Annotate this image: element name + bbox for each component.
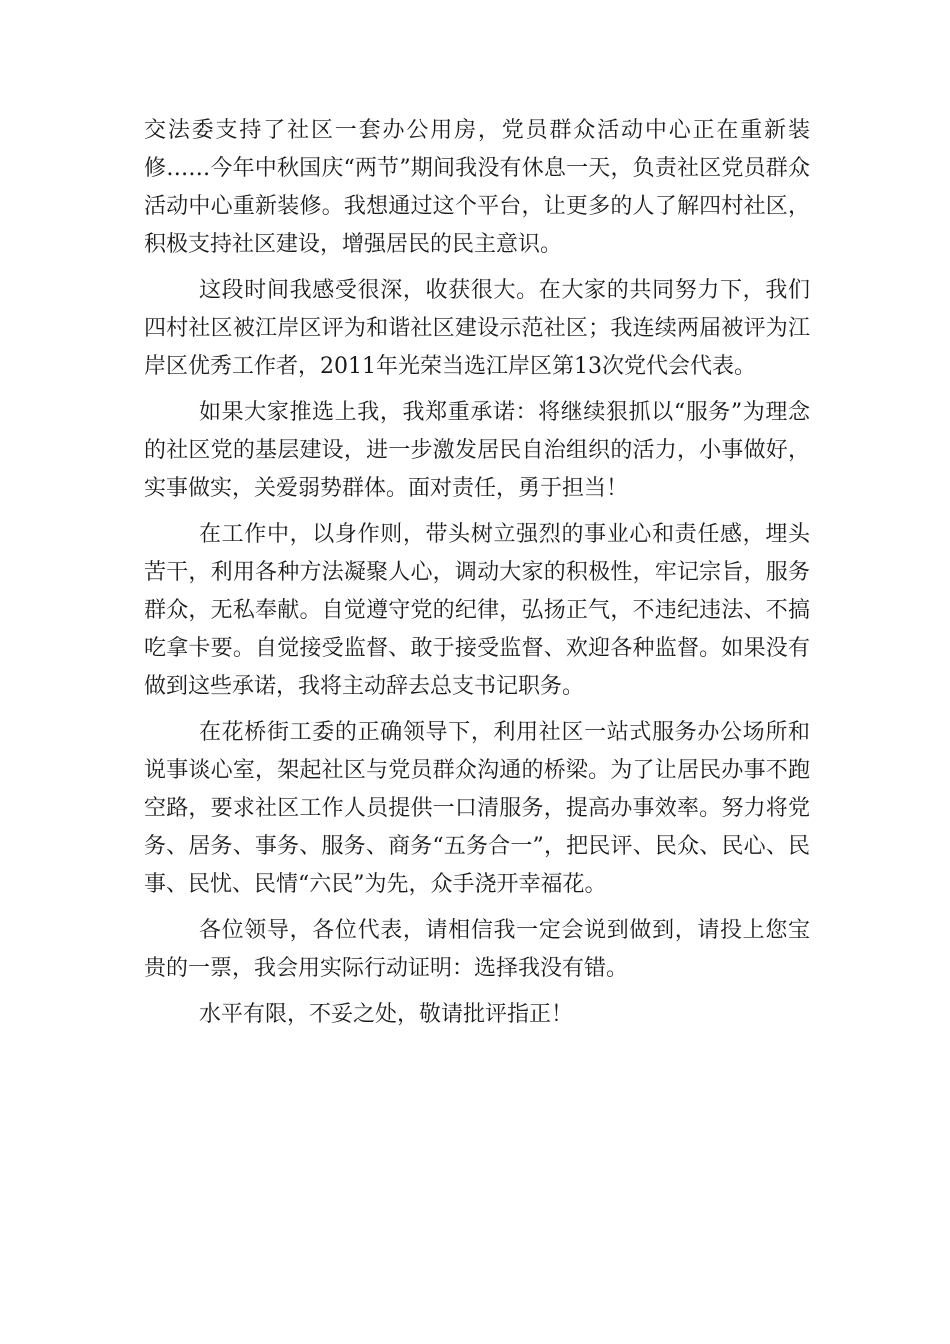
paragraph-4: 在工作中，以身作则，带头树立强烈的事业心和责任感，埋头苦干，利用各种方法凝聚人心，调动大家的积极性，牢记宗旨，服务群众，无私奉献。自觉遵守党的纪律，弘扬正气，不违纪违法、不搞吃拿卡要。自觉接受监督、敢于接受监督、欢迎各种监督。如果没有做到这些承诺，我将主动辞去总支书记职务。 — [144, 522, 810, 699]
paragraph-7: 水平有限，不妥之处，敬请批评指正！ — [199, 1002, 574, 1027]
paragraph-2: 这段时间我感受很深，收获很大。在大家的共同努力下，我们四村社区被江岸区评为和谐社区建设示范社区；我连续两届被评为江岸区优秀工作者，2011年光荣当选江岸区第13次党代会代表。 — [144, 278, 810, 379]
paragraph-5: 在花桥街工委的正确领导下，利用社区一站式服务办公场所和说事谈心室，架起社区与党员群众沟通的桥梁。为了让居民办事不跑空路，要求社区工作人员提供一口清服务，提高办事效率。努力将党务、居务、事务、服务、商务“五务合一”，把民评、民众、民心、民事、民忧、民情“六民”为先，众手浇开幸福花。 — [144, 720, 810, 897]
document-body — [144, 112, 810, 1042]
paragraph-6: 各位领导，各位代表，请相信我一定会说到做到，请投上您宝贵的一票，我会用实际行动证明：选择我没有错。 — [144, 918, 810, 981]
paragraph-1: 交法委支持了社区一套办公用房，党员群众活动中心正在重新装修……今年中秋国庆“两节”期间我没有休息一天，负责社区党员群众活动中心重新装修。我想通过这个平台，让更多的人了解四村社区，积极支持社区建设，增强居民的民主意识。 — [144, 118, 810, 257]
paragraph-3: 如果大家推选上我，我郑重承诺：将继续狠抓以“服务”为理念的社区党的基层建设，进一步激发居民自治组织的活力，小事做好，实事做实，关爱弱势群体。面对责任，勇于担当！ — [144, 400, 810, 501]
